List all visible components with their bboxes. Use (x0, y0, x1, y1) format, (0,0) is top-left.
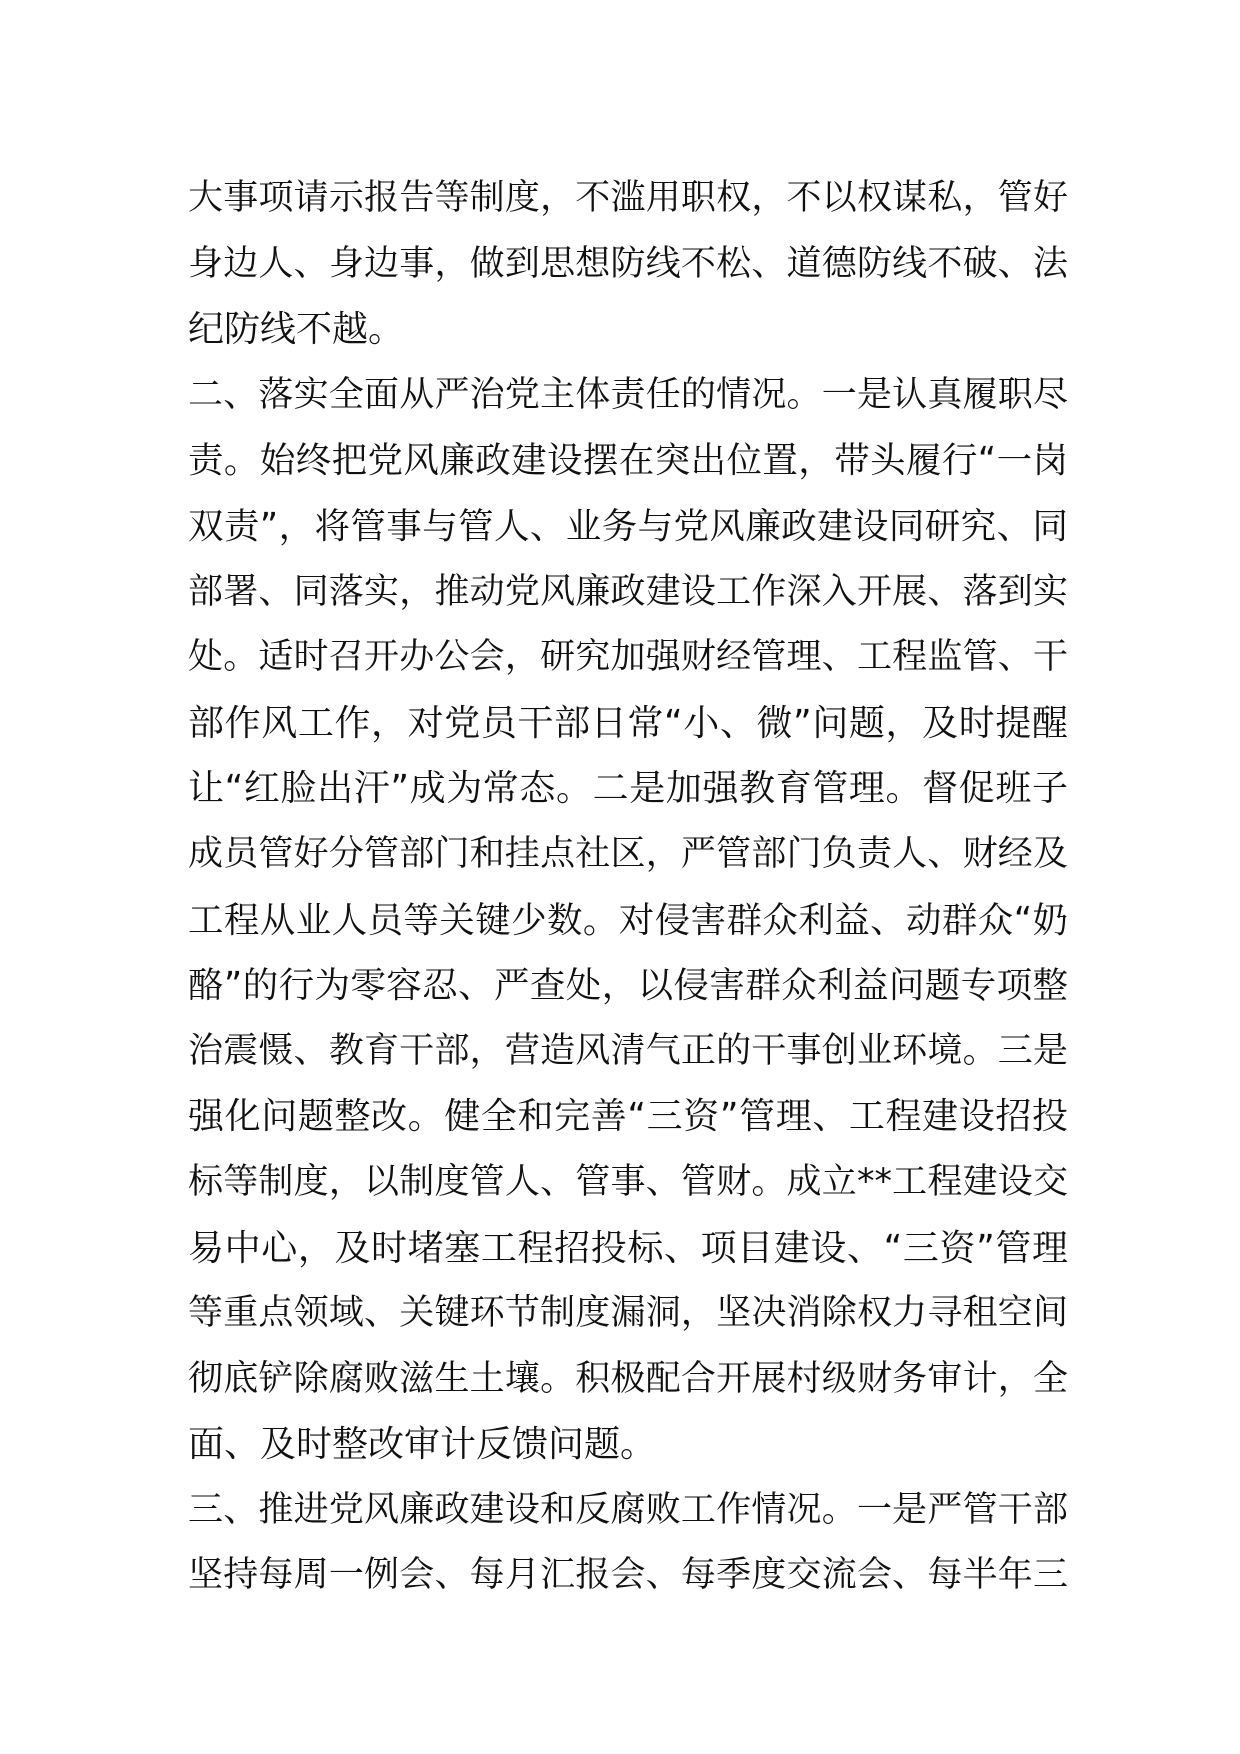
text-line: 酪”的行为零容忍、严查处，以侵害群众利益问题专项整 (188, 965, 1068, 1007)
text-line: 大事项请示报告等制度，不滥用职权，不以权谋私，管好 (188, 178, 1068, 218)
text-line: 让“红脸出汗”成为常态。二是加强教育管理。督促班子 (188, 768, 1068, 810)
text-line: 易中心，及时堵塞工程招投标、项目建设、“三资”管理 (188, 1227, 1068, 1269)
text-line: 二、落实全面从严治党主体责任的情况。一是认真履职尽 (188, 374, 1068, 415)
text-line: 身边人、身边事，做到思想防线不松、道德防线不破、法 (188, 243, 1068, 284)
text-line: 坚持每周一例会、每月汇报会、每季度交流会、每半年三 (188, 1555, 1068, 1596)
document-body (188, 166, 1068, 1609)
text-line: 等重点领域、关键环节制度漏洞，坚决消除权力寻租空间 (188, 1293, 1068, 1334)
text-line: 成员管好分管部门和挂点社区，严管部门负责人、财经及 (188, 833, 1068, 874)
text-line: 强化问题整改。健全和完善“三资”管理、工程建设招投 (188, 1096, 1068, 1138)
text-line: 部署、同落实，推动党风廉政建设工作深入开展、落到实 (188, 571, 1068, 612)
text-line: 彻底铲除腐败滋生土壤。积极配合开展村级财务审计，全 (188, 1358, 1068, 1399)
text-line: 部作风工作，对党员干部日常“小、微”问题，及时提醒 (188, 702, 1068, 744)
text-line: 三、推进党风廉政建设和反腐败工作情况。一是严管干部 (188, 1489, 1068, 1530)
text-line: 双责”，将管事与管人、业务与党风廉政建设同研究、同 (188, 505, 1068, 547)
text-line: 工程从业人员等关键少数。对侵害群众利益、动群众“奶 (188, 899, 1068, 941)
text-line: 面、及时整改审计反馈问题。 (188, 1424, 657, 1466)
text-line: 治震慑、教育干部，营造风清气正的干事创业环境。三是 (188, 1030, 1068, 1071)
text-line: 纪防线不越。 (188, 309, 405, 351)
text-line: 处。适时召开办公会，研究加强财经管理、工程监管、干 (188, 637, 1068, 678)
text-line: 标等制度，以制度管人、管事、管财。成立**工程建设交 (188, 1161, 1068, 1202)
text-line: 责。始终把党风廉政建设摆在突出位置，带头履行“一岗 (188, 440, 1068, 482)
